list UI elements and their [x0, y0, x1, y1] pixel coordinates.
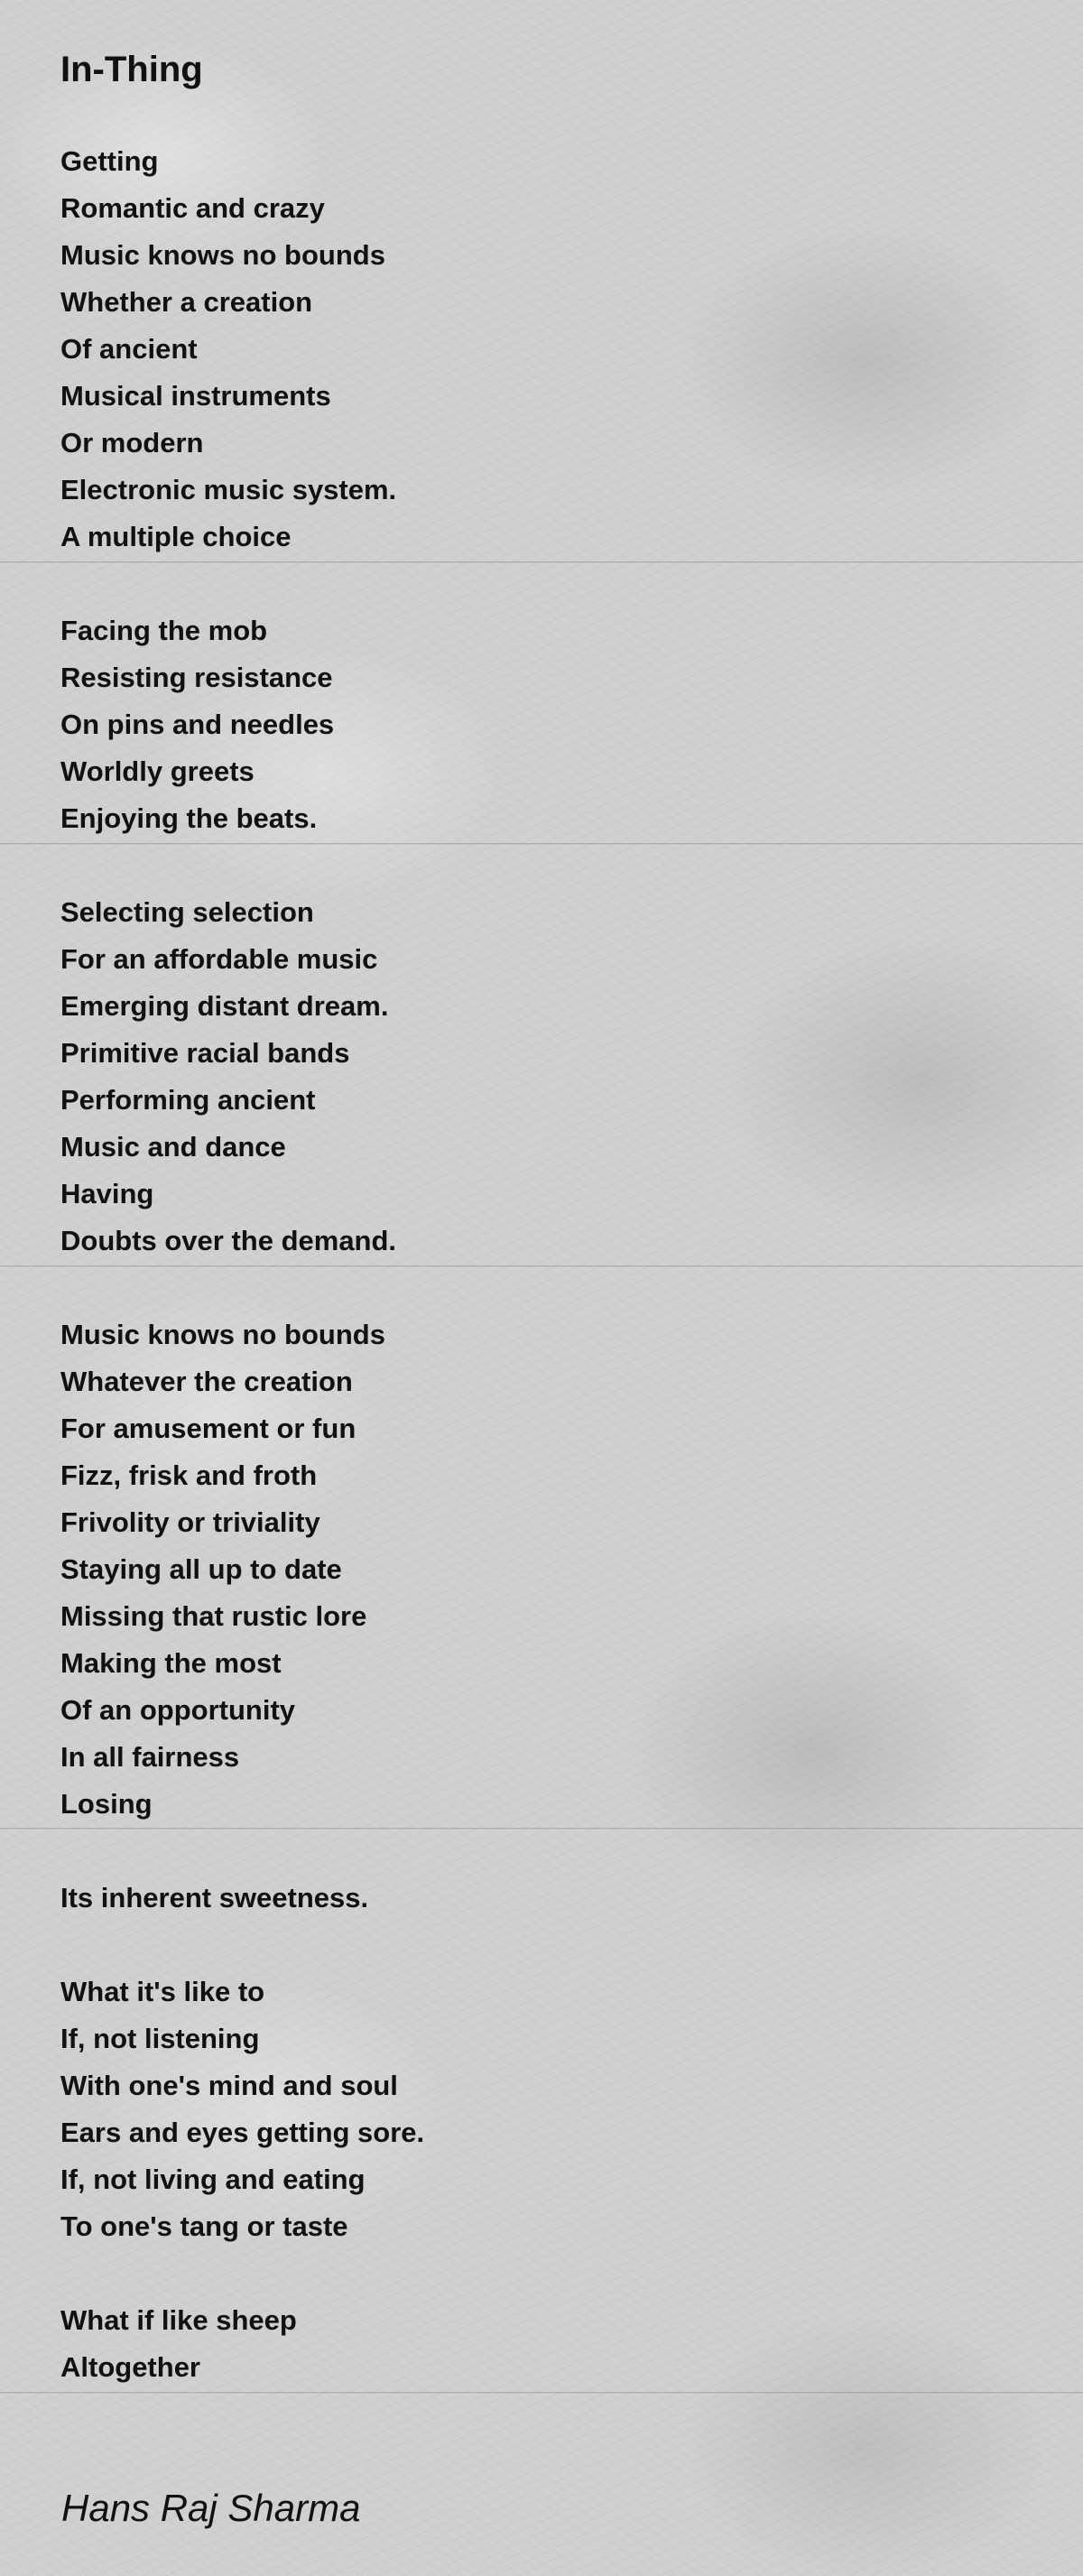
- poem-line: If, not living and eating: [60, 2164, 366, 2195]
- poem-line: To one's tang or taste: [60, 2210, 348, 2242]
- poem-line: Having: [60, 1178, 154, 1209]
- poem-line: Music knows no bounds: [60, 1319, 385, 1350]
- poem-line: For amusement or fun: [60, 1413, 356, 1444]
- poem-line: Or modern: [60, 427, 204, 459]
- poem-line: What if like sheep: [60, 2304, 297, 2336]
- poem-line: Resisting resistance: [60, 662, 333, 693]
- poem-stanza: [60, 889, 1035, 1265]
- poem-container: [60, 40, 1035, 2438]
- poem-line: Emerging distant dream.: [60, 990, 389, 1022]
- poem-line: Getting: [60, 145, 159, 177]
- poem-line: Performing ancient: [60, 1084, 316, 1116]
- poem-line: Enjoying the beats.: [60, 802, 318, 834]
- poem-line: A multiple choice: [60, 521, 292, 552]
- poem-line: On pins and needles: [60, 709, 335, 740]
- poem-line: With one's mind and soul: [60, 2070, 398, 2101]
- poem-stanza: [60, 138, 1035, 561]
- poem-line: Altogether: [60, 2351, 200, 2383]
- poem-line: Fizz, frisk and froth: [60, 1459, 318, 1491]
- poem-line: For an affordable music: [60, 943, 378, 975]
- poem-title: In-Thing: [60, 50, 203, 89]
- poem-line: Frivolity or triviality: [60, 1506, 320, 1538]
- poem-line: Of ancient: [60, 333, 198, 365]
- poem-line: Selecting selection: [60, 896, 314, 928]
- poem-line: Doubts over the demand.: [60, 1225, 397, 1256]
- poem-line: Ears and eyes getting sore.: [60, 2117, 425, 2148]
- poem-stanza: [60, 607, 1035, 842]
- poem-line: Primitive racial bands: [60, 1037, 350, 1069]
- poem-line: Its inherent sweetness.: [60, 1882, 369, 1913]
- poem-line: Missing that rustic lore: [60, 1600, 367, 1632]
- poem-body: [60, 138, 1035, 2391]
- poem-line: Facing the mob: [60, 615, 268, 646]
- poem-line: What it's like to: [60, 1976, 265, 2007]
- poem-line: Music and dance: [60, 1131, 286, 1163]
- poem-line: If, not listening: [60, 2023, 260, 2054]
- poem-line: Losing: [60, 1788, 153, 1820]
- poem-line: In all fairness: [60, 1741, 240, 1773]
- poem-line: Romantic and crazy: [60, 192, 325, 224]
- poem-author: Hans Raj Sharma: [61, 2487, 361, 2529]
- poem-line: Making the most: [60, 1647, 282, 1679]
- poem-stanza: [60, 1311, 1035, 1828]
- poem-line: Whatever the creation: [60, 1366, 353, 1397]
- poem-line: Of an opportunity: [60, 1694, 296, 1726]
- poem-line: Musical instruments: [60, 380, 331, 412]
- poem-stanza: [60, 1969, 1035, 2250]
- poem-line: Whether a creation: [60, 286, 313, 318]
- poem-line: Electronic music system.: [60, 474, 397, 505]
- poem-line: Staying all up to date: [60, 1553, 342, 1585]
- poem-stanza: [60, 2297, 1035, 2391]
- poem-line: Music knows no bounds: [60, 239, 385, 271]
- poem-stanza: [60, 1875, 1035, 1922]
- poem-line: Worldly greets: [60, 755, 255, 787]
